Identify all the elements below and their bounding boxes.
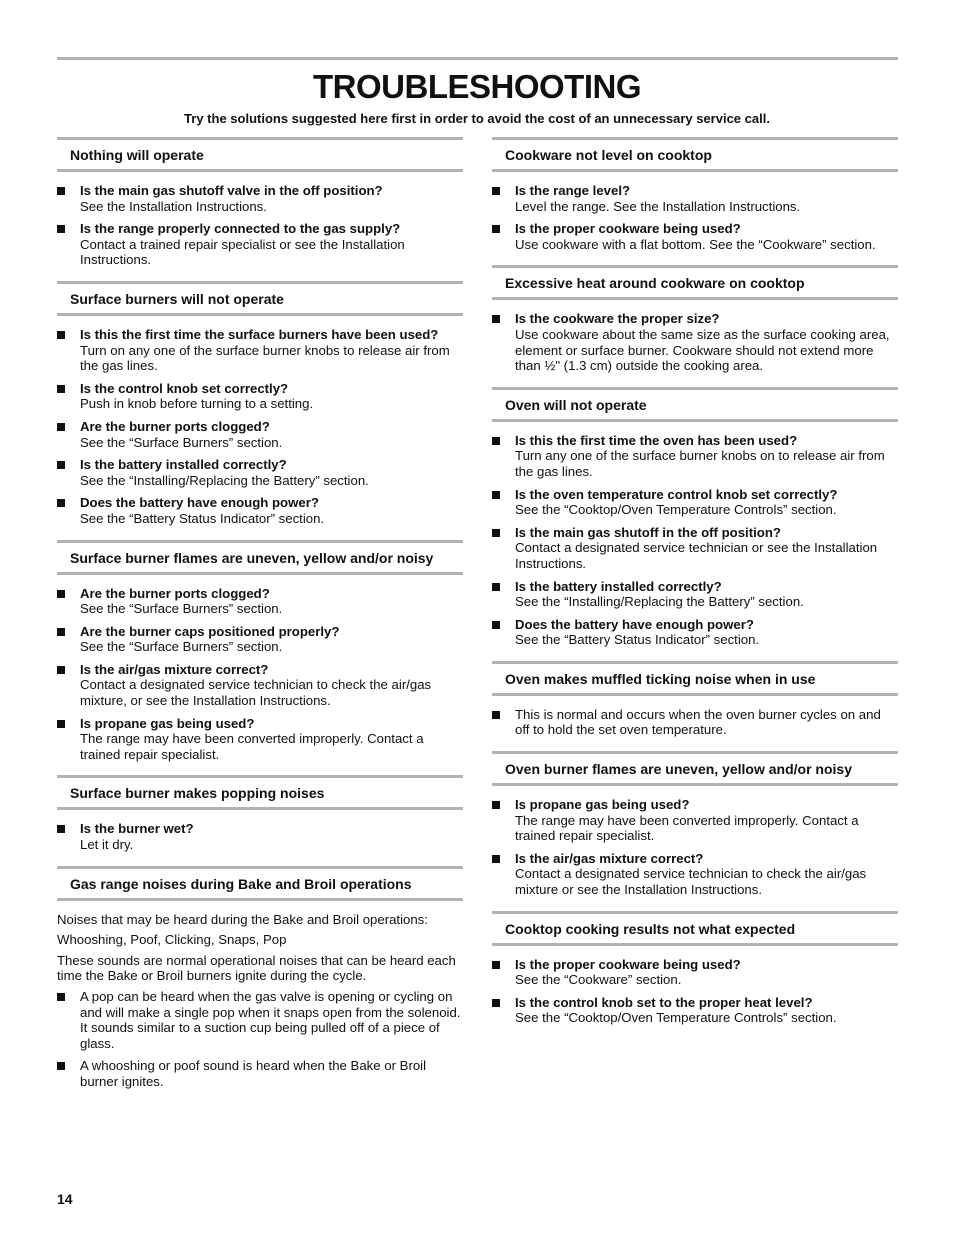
section-heading: Nothing will operate: [57, 137, 463, 172]
top-rule: [57, 57, 898, 60]
section-muffled-ticking: [492, 661, 898, 738]
bullet-icon: [57, 666, 65, 674]
list-item: Is the proper cookware being used? See the “Cookware” section.: [492, 957, 898, 988]
list-item: Is the battery installed correctly? See the “Installing/Replacing the Battery” section.: [57, 457, 463, 488]
section-heading: Surface burner makes popping noises: [57, 775, 463, 810]
list-item: Is propane gas being used? The range may have been converted improperly. Contact a trained repair specialist.: [492, 797, 898, 844]
list-item: Is the cookware the proper size? Use cookware about the same size as the surface cooking area, element or surface burner. Cookware should not extend more than ½" (1.3 cm) outside the cooking area.: [492, 311, 898, 373]
intro-text: Try the solutions suggested here first in order to avoid the cost of an unnecessary service call.: [184, 111, 770, 126]
bullet-icon: [492, 855, 500, 863]
section-heading: Gas range noises during Bake and Broil operations: [57, 866, 463, 901]
bullet-icon: [492, 801, 500, 809]
section-bake-broil-noises: [57, 866, 463, 1090]
list-item: Are the burner ports clogged? See the “Surface Burners” section.: [57, 586, 463, 617]
bullet-icon: [57, 187, 65, 195]
list-item: Is the control knob set to the proper heat level? See the “Cooktop/Oven Temperature Controls” section.: [492, 995, 898, 1026]
section-heading: Surface burners will not operate: [57, 281, 463, 316]
bullet-icon: [57, 385, 65, 393]
section-heading: Oven burner flames are uneven, yellow and/or noisy: [492, 751, 898, 786]
bullet-icon: [492, 491, 500, 499]
list-item: Are the burner ports clogged? See the “Surface Burners” section.: [57, 419, 463, 450]
section-heading: Cooktop cooking results not what expected: [492, 911, 898, 946]
list-item: Is the battery installed correctly? See the “Installing/Replacing the Battery” section.: [492, 579, 898, 610]
list-item: Is the burner wet? Let it dry.: [57, 821, 463, 852]
bullet-icon: [57, 225, 65, 233]
section-surface-burners-will-not-operate: [57, 281, 463, 527]
list-item: Are the burner caps positioned properly? See the “Surface Burners” section.: [57, 624, 463, 655]
paragraph: Noises that may be heard during the Bake and Broil operations:: [57, 911, 428, 927]
bullet-icon: [57, 331, 65, 339]
list-item: Does the battery have enough power? See the “Battery Status Indicator” section.: [57, 495, 463, 526]
bullet-icon: [57, 720, 65, 728]
list-item: Is the main gas shutoff valve in the off position? See the Installation Instructions.: [57, 183, 463, 214]
list-item: Is the main gas shutoff in the off position? Contact a designated service technician or see the Installation Instructions.: [492, 525, 898, 572]
section-heading: Oven will not operate: [492, 387, 898, 422]
section-nothing-will-operate: [57, 137, 463, 268]
section-oven-burner-flames: [492, 751, 898, 898]
section-heading: Cookware not level on cooktop: [492, 137, 898, 172]
list-item: Is the oven temperature control knob set correctly? See the “Cooktop/Oven Temperature Controls” section.: [492, 487, 898, 518]
list-item: A whooshing or poof sound is heard when the Bake or Broil burner ignites.: [57, 1058, 463, 1089]
list-item: This is normal and occurs when the oven burner cycles on and off to hold the set oven temperature.: [492, 707, 898, 738]
section-heading: Oven makes muffled ticking noise when in use: [492, 661, 898, 696]
bullet-icon: [492, 961, 500, 969]
list-item: Is the air/gas mixture correct? Contact a designated service technician to check the air/gas mixture, or see the Installation Instructions.: [57, 662, 463, 709]
section-heading: Surface burner flames are uneven, yellow and/or noisy: [57, 540, 463, 575]
list-item: Is propane gas being used? The range may have been converted improperly. Contact a trained repair specialist.: [57, 716, 463, 763]
bullet-icon: [57, 590, 65, 598]
bullet-icon: [492, 711, 500, 719]
list-item: Is the control knob set correctly? Push in knob before turning to a setting.: [57, 381, 463, 412]
left-column: [57, 137, 463, 1103]
list-item: Is the range properly connected to the gas supply? Contact a trained repair specialist or see the Installation Instructions.: [57, 221, 463, 268]
bullet-icon: [492, 621, 500, 629]
right-column: [492, 137, 898, 1039]
bullet-icon: [57, 1062, 65, 1070]
bullet-icon: [492, 187, 500, 195]
bullet-icon: [492, 225, 500, 233]
page-title: TROUBLESHOOTING: [313, 68, 641, 105]
section-heading: Excessive heat around cookware on cooktop: [492, 265, 898, 300]
bullet-icon: [57, 825, 65, 833]
section-cookware-not-level: [492, 137, 898, 252]
section-cooking-results: [492, 911, 898, 1026]
list-item: Is the proper cookware being used? Use cookware with a flat bottom. See the “Cookware” section.: [492, 221, 898, 252]
section-excessive-heat: [492, 265, 898, 373]
list-item: A pop can be heard when the gas valve is opening or cycling on and will make a single pop when it snaps open from the solenoid. It sounds similar to a suction cup being pulled off of a piece of glass.: [57, 989, 463, 1051]
section-oven-will-not-operate: [492, 387, 898, 648]
paragraph: These sounds are normal operational noises that can be heard each time the Bake or Broil burners ignite during the cycle.: [57, 952, 456, 984]
list-item: Is the air/gas mixture correct? Contact a designated service technician to check the air/gas mixture or see the Installation Instructions.: [492, 851, 898, 898]
bullet-icon: [57, 993, 65, 1001]
section-surface-burner-flames: [57, 540, 463, 763]
bullet-icon: [492, 437, 500, 445]
list-item: Does the battery have enough power? See the “Battery Status Indicator” section.: [492, 617, 898, 648]
bullet-icon: [57, 499, 65, 507]
bullet-icon: [57, 423, 65, 431]
list-item: Is this the first time the surface burners have been used? Turn on any one of the surface burner knobs to release air from the gas lines.: [57, 327, 463, 374]
bullet-icon: [492, 529, 500, 537]
paragraph: Whooshing, Poof, Clicking, Snaps, Pop: [57, 932, 287, 948]
page-number: 14: [57, 1191, 73, 1207]
list-item: Is this the first time the oven has been used? Turn any one of the surface burner knobs on to release air from the gas lines.: [492, 433, 898, 480]
bullet-icon: [57, 461, 65, 469]
bullet-icon: [492, 583, 500, 591]
bullet-icon: [57, 628, 65, 636]
bullet-icon: [492, 315, 500, 323]
list-item: Is the range level? Level the range. See the Installation Instructions.: [492, 183, 898, 214]
section-popping-noises: [57, 775, 463, 852]
bullet-icon: [492, 999, 500, 1007]
